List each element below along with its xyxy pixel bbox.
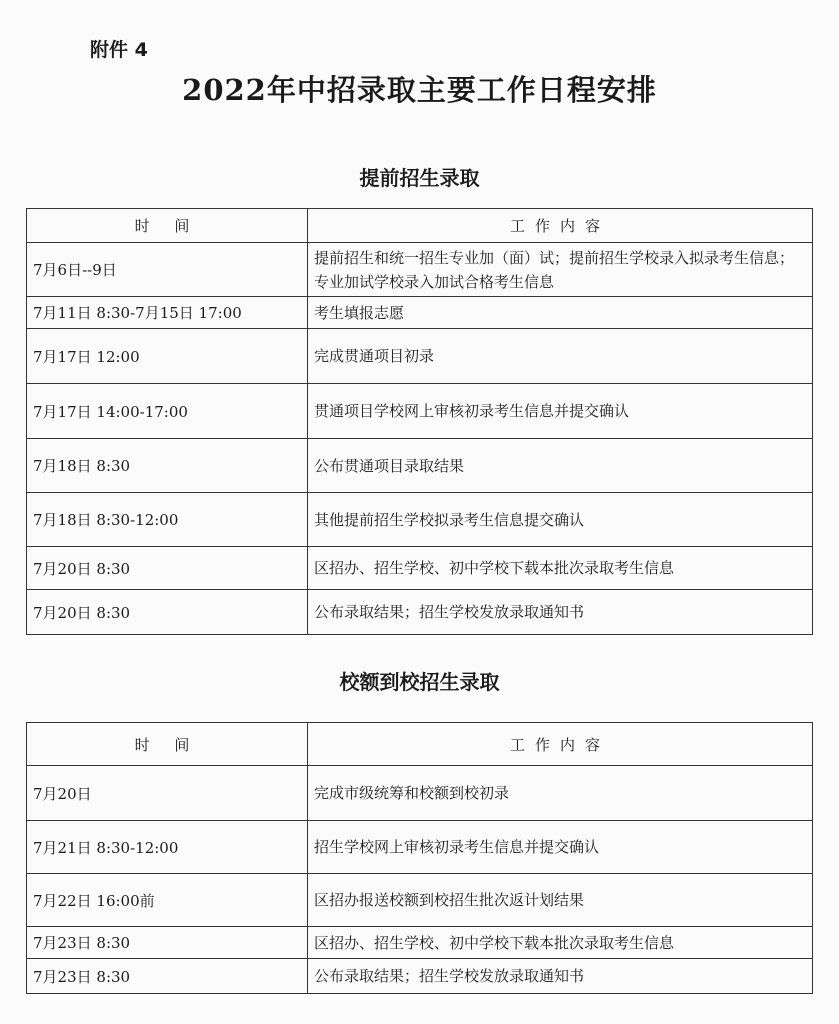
time-cell: 7月18日 8:30-12:00 — [27, 493, 308, 547]
table-row — [27, 547, 813, 590]
content-cell: 区招办、招生学校、初中学校下载本批次录取考生信息 — [308, 927, 813, 959]
time-cell: 7月20日 — [27, 766, 308, 821]
content-cell: 完成市级统筹和校额到校初录 — [308, 766, 813, 821]
time-cell: 7月20日 8:30 — [27, 590, 308, 635]
content-cell: 区招办、招生学校、初中学校下载本批次录取考生信息 — [308, 547, 813, 590]
table-header — [27, 723, 813, 766]
section-heading-quota: 校额到校招生录取 — [339, 670, 500, 694]
table-row — [27, 329, 813, 384]
content-cell: 提前招生和统一招生专业加（面）试；提前招生学校录入拟录考生信息；专业加试学校录入加试合格考生信息 — [308, 243, 813, 297]
time-cell: 7月22日 16:00前 — [27, 874, 308, 927]
time-cell: 7月23日 8:30 — [27, 959, 308, 994]
time-cell: 7月17日 14:00-17:00 — [27, 384, 308, 439]
content-cell: 公布录取结果；招生学校发放录取通知书 — [308, 590, 813, 635]
table-row — [27, 439, 813, 493]
table-header — [27, 209, 813, 243]
column-header-content: 工作内容 — [308, 723, 813, 766]
attachment-label: 附件 4 — [90, 39, 148, 61]
content-cell: 贯通项目学校网上审核初录考生信息并提交确认 — [308, 384, 813, 439]
time-cell: 7月21日 8:30-12:00 — [27, 821, 308, 874]
time-cell: 7月23日 8:30 — [27, 927, 308, 959]
table-row — [27, 384, 813, 439]
time-cell: 7月11日 8:30-7月15日 17:00 — [27, 297, 308, 329]
column-header-time: 时 间 — [27, 209, 308, 243]
content-cell: 公布贯通项目录取结果 — [308, 439, 813, 493]
schedule-table-quota — [26, 722, 813, 994]
content-cell: 公布录取结果；招生学校发放录取通知书 — [308, 959, 813, 994]
table-row — [27, 297, 813, 329]
table-row — [27, 874, 813, 927]
document-title: 2022年中招录取主要工作日程安排 — [182, 73, 657, 107]
content-cell: 考生填报志愿 — [308, 297, 813, 329]
content-cell: 其他提前招生学校拟录考生信息提交确认 — [308, 493, 813, 547]
table-row — [27, 493, 813, 547]
content-cell: 区招办报送校额到校招生批次返计划结果 — [308, 874, 813, 927]
table-row — [27, 243, 813, 297]
table-row — [27, 590, 813, 635]
table-row — [27, 821, 813, 874]
time-cell: 7月17日 12:00 — [27, 329, 308, 384]
content-cell: 招生学校网上审核初录考生信息并提交确认 — [308, 821, 813, 874]
time-cell: 7月20日 8:30 — [27, 547, 308, 590]
time-cell: 7月18日 8:30 — [27, 439, 308, 493]
table-row — [27, 959, 813, 994]
column-header-time: 时 间 — [27, 723, 308, 766]
section-heading-early: 提前招生录取 — [359, 166, 480, 190]
table-row — [27, 766, 813, 821]
schedule-table-early — [26, 208, 813, 635]
column-header-content: 工作内容 — [308, 209, 813, 243]
content-cell: 完成贯通项目初录 — [308, 329, 813, 384]
time-cell: 7月6日--9日 — [27, 243, 308, 297]
table-row — [27, 927, 813, 959]
